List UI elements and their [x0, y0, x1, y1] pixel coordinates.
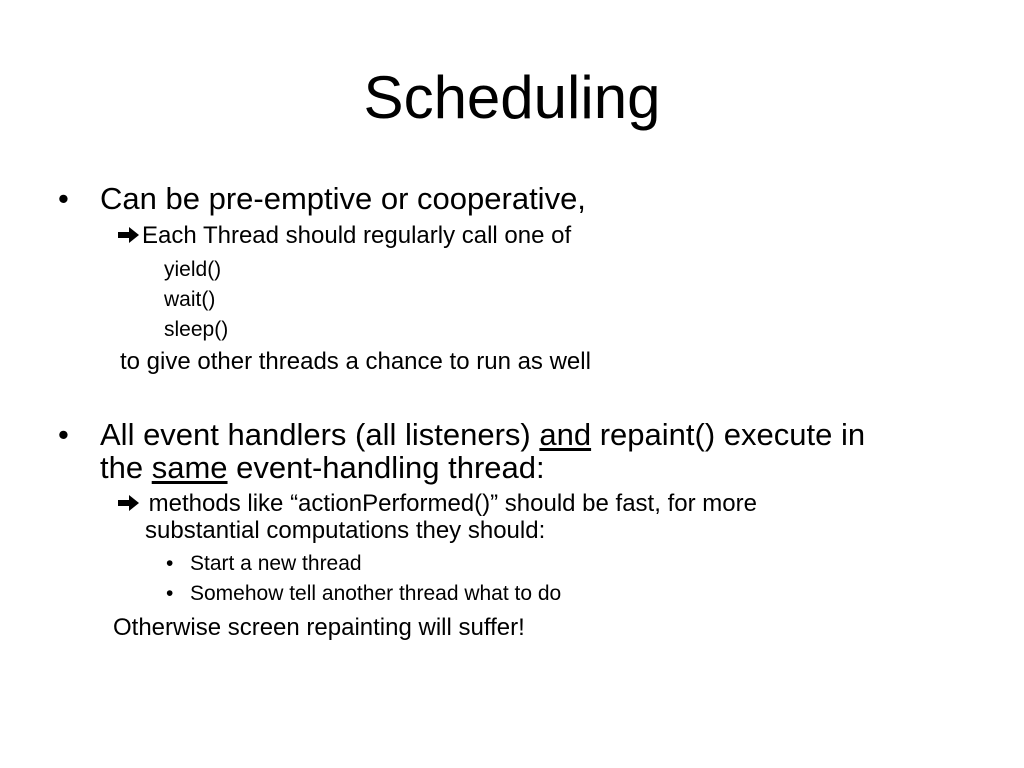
bullet-marker: • [58, 417, 69, 452]
bullet2-line2 [100, 450, 545, 486]
right-arrow-icon [116, 493, 140, 513]
call-wait: wait() [164, 288, 216, 311]
right-arrow-icon [116, 225, 140, 245]
sub-bullet-marker: • [166, 552, 174, 575]
bullet1-trailing: to give other threads a chance to run as well [120, 348, 591, 375]
bullet2-arrow-line2: substantial computations they should: [145, 517, 546, 544]
sub-bullet-marker: • [166, 582, 174, 605]
bullet2-arrow-line1 [116, 490, 757, 518]
arrow-line1-text: methods like “actionPerformed()” should be fast, for more [142, 490, 757, 517]
arrow-line-text: Each Thread should regularly call one of [142, 222, 572, 249]
bullet2-text-c: the [100, 450, 152, 485]
sub-bullet-2: Somehow tell another thread what to do [190, 582, 562, 605]
bullet2-text-a: All event handlers (all listeners) [100, 417, 540, 452]
slide-title: Scheduling [363, 64, 661, 131]
bullet2-text-b: repaint() execute in [591, 417, 866, 452]
underlined-same: same [151, 450, 228, 485]
underlined-and: and [539, 417, 592, 452]
bullet1-arrow-line [116, 222, 571, 250]
sub-bullet-1: Start a new thread [190, 552, 362, 575]
bullet-marker: • [58, 181, 69, 216]
bullet2-trailing: Otherwise screen repainting will suffer! [113, 614, 525, 641]
bullet2-line1 [100, 417, 865, 453]
call-yield: yield() [164, 258, 222, 281]
bullet1-text: Can be pre-emptive or cooperative, [100, 181, 586, 216]
bullet2-text-d: event-handling thread: [227, 450, 545, 485]
call-sleep: sleep() [164, 318, 229, 341]
